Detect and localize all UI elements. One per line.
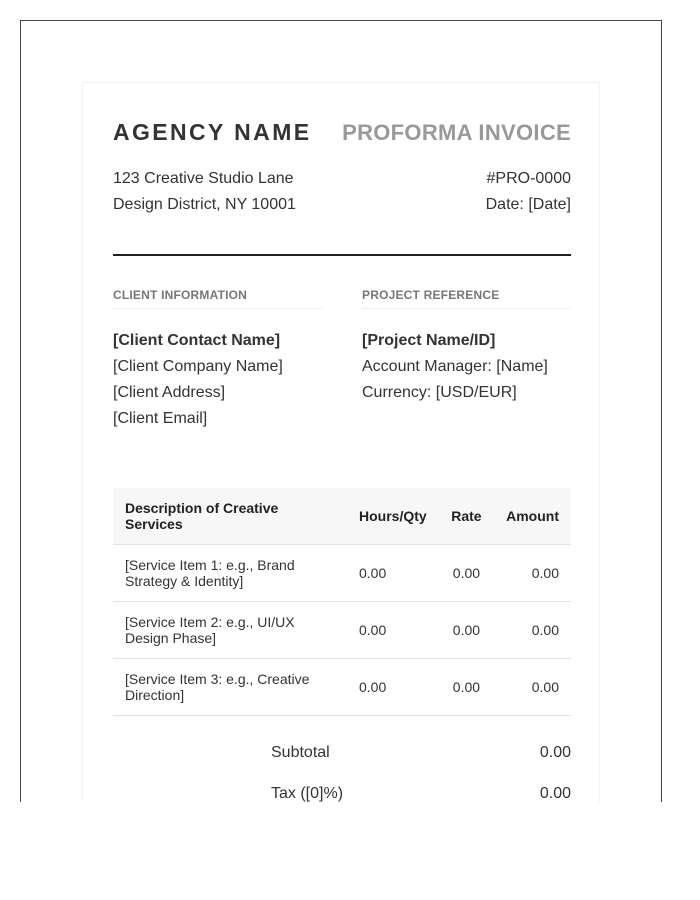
client-email: [Client Email] [113, 410, 208, 427]
invoice-meta [486, 166, 571, 218]
table-row [113, 659, 571, 716]
document-type: PROFORMA INVOICE [342, 120, 571, 145]
address-line-2: Design District, NY 10001 [113, 196, 296, 213]
service-description: [Service Item 3: e.g., Creative Direction] [113, 659, 347, 716]
service-amount: 0.00 [494, 545, 571, 602]
service-rate: 0.00 [439, 602, 494, 659]
project-reference [362, 288, 571, 432]
account-manager: Account Manager: [Name] [362, 358, 548, 375]
table-row [113, 545, 571, 602]
agency-name: AGENCY NAME [113, 119, 312, 145]
client-heading: CLIENT INFORMATION [113, 288, 322, 309]
project-details [362, 328, 571, 406]
agency-address [113, 166, 296, 218]
invoice-number: #PRO-0000 [486, 170, 571, 187]
invoice-date: Date: [Date] [485, 196, 571, 213]
col-rate-header: Rate [439, 488, 494, 545]
address-block [113, 166, 571, 218]
service-amount: 0.00 [494, 602, 571, 659]
service-amount: 0.00 [494, 659, 571, 716]
service-description: [Service Item 1: e.g., Brand Strategy & Identity] [113, 545, 347, 602]
tax-row [271, 785, 571, 802]
col-description-header: Description of Creative Services [113, 488, 347, 545]
client-information [113, 288, 322, 432]
tax-value: 0.00 [539, 785, 571, 802]
col-amount-header: Amount [494, 488, 571, 545]
client-details [113, 328, 322, 432]
tax-label: Tax ([0]%) [271, 785, 344, 802]
service-qty: 0.00 [347, 602, 439, 659]
subtotal-row [271, 744, 571, 785]
subtotal-label: Subtotal [271, 744, 330, 761]
services-table [113, 488, 571, 716]
address-line-1: 123 Creative Studio Lane [113, 170, 294, 187]
client-address: [Client Address] [113, 384, 226, 401]
info-section [113, 288, 571, 432]
invoice-content [113, 119, 571, 802]
invoice-header [113, 119, 571, 149]
service-description: [Service Item 2: e.g., UI/UX Design Phase] [113, 602, 347, 659]
invoice-sheet [82, 82, 600, 802]
project-name-id: [Project Name/ID] [362, 332, 496, 349]
service-rate: 0.00 [439, 659, 494, 716]
client-contact-name: [Client Contact Name] [113, 332, 281, 349]
subtotal-value: 0.00 [539, 744, 571, 761]
currency: Currency: [USD/EUR] [362, 384, 517, 401]
table-header-row [113, 488, 571, 545]
service-qty: 0.00 [347, 545, 439, 602]
service-rate: 0.00 [439, 545, 494, 602]
col-qty-header: Hours/Qty [347, 488, 439, 545]
header-divider [113, 254, 571, 256]
project-heading: PROJECT REFERENCE [362, 288, 571, 309]
client-company-name: [Client Company Name] [113, 358, 283, 375]
service-qty: 0.00 [347, 659, 439, 716]
table-row [113, 602, 571, 659]
page-frame [20, 20, 662, 802]
totals-block [271, 744, 571, 802]
